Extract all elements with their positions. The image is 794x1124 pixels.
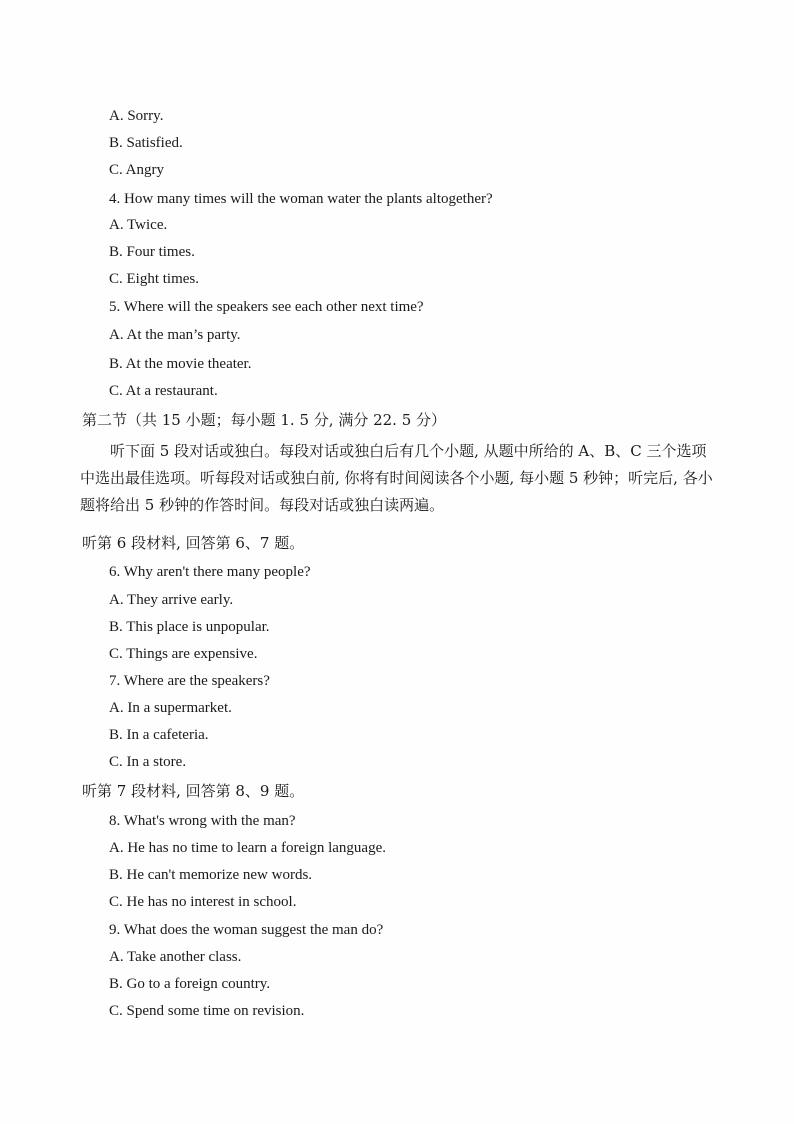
question-9: 9. What does the woman suggest the man do? [109,922,384,938]
q8-option-a: A. He has no time to learn a foreign language. [109,840,386,856]
q3-option-c: C. Angry [109,162,165,178]
q8-option-c: C. He has no interest in school. [109,894,297,910]
q9-option-a: A. Take another class. [109,949,242,965]
q6-option-c: C. Things are expensive. [109,646,258,662]
q4-option-b: B. Four times. [109,244,195,260]
q5-option-b: B. At the movie theater. [109,356,252,372]
q9-option-c: C. Spend some time on revision. [109,1003,305,1019]
question-6: 6. Why aren't there many people? [109,564,311,580]
q3-option-b: B. Satisfied. [109,135,183,151]
q6-option-a: A. They arrive early. [109,592,234,608]
q4-option-c: C. Eight times. [109,271,199,287]
q7-option-b: B. In a cafeteria. [109,727,209,743]
q7-option-c: C. In a store. [109,754,187,770]
section-2-heading: 第二节（共 15 小题；每小题 1. 5 分, 满分 22. 5 分） [82,411,447,429]
question-5: 5. Where will the speakers see each other next time? [109,299,424,315]
q4-option-a: A. Twice. [109,217,168,233]
q3-option-a: A. Sorry. [109,108,164,124]
q5-option-a: A. At the man’s party. [109,327,241,343]
material-7-heading: 听第 7 段材料, 回答第 8、9 题。 [82,782,305,800]
material-6-heading: 听第 6 段材料, 回答第 6、7 题。 [82,534,305,552]
question-7: 7. Where are the speakers? [109,673,270,689]
q7-option-a: A. In a supermarket. [109,700,232,716]
section-2-instructions: 听下面 5 段对话或独白。每段对话或独白后有几个小题, 从题中所给的 A、B、C 三个选项中选出最佳选项。听每段对话或独白前, 你将有时间阅读各个小题, 每小题 5 秒钟；听完后, 各小题将给出 5 秒钟的作答时间。每段对话或独白读两遍。 [80,442,713,514]
q6-option-b: B. This place is unpopular. [109,619,270,635]
q5-option-c: C. At a restaurant. [109,383,218,399]
q8-option-b: B. He can't memorize new words. [109,867,313,883]
question-8: 8. What's wrong with the man? [109,813,296,829]
q9-option-b: B. Go to a foreign country. [109,976,271,992]
question-4: 4. How many times will the woman water the plants altogether? [109,191,493,207]
